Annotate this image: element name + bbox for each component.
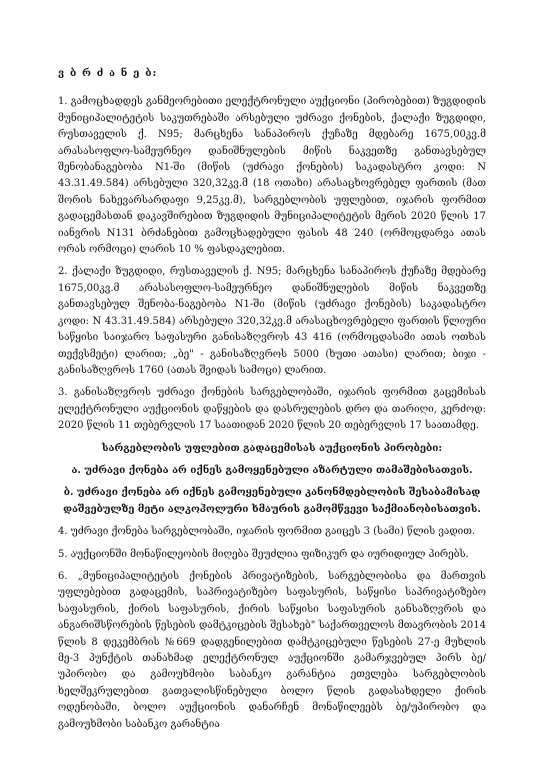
conditions-title: სარგებლობის უფლებით გადაცემისას აუქციონის პირობები: (101, 442, 443, 454)
condition-b-line-1: ბ. უძრავი ქონება არ იქნეს გამოყენებული კანონმდებლობის შესაბამისად (63, 487, 481, 499)
paragraph-1: 1. გამოცხადდეს განმეორებითი ელექტრონული აუქციონი (პირობებით) ზუგდიდის მუნიციპალიტეტის საკუთრებაში არსებული უძრავი ქონების, ქალაქი ზუგდიდი, რუსთაველის ქ. N95; მარცხენა სანაპიროს ქუჩაზე მდებარე 1675,00კვ.მ არასასოფლო-სამეურნეო დანიშნულების მიწის ნაკვეთზე განთავსებულ შენობანაგებობა N1-ში (მიწის (უძრავი ქონების) საკადასტრო კოდი: N 43.31.49.584) არსებული 320,32კვ.მ (18 ოთახი) არასაცხოვრებელ ფართის (მათ შორის ნახევარსარდაფი 9,25კვ.მ), სარგებლობის უფლებით, იჯარის ფორმით გადაცემასთან დაკავშირებით ზუგდიდის მუნიციპალიტეტის მერის 2020 წლის 17 იანვრის N131 ბრძანებით გამოცხადებული ფასის 48 240 (ორმოცდარვა ათას ორას ორმოცი) ლარის 10 % ფასდაკლებით. (58, 96, 486, 256)
condition-b-line-2: დაშვებულზე მეტი ალკოჰოლური ხმაურის გამომწვევი საქმიანობისათვის. (63, 503, 481, 515)
paragraph-2: 2. ქალაქი ზუგდიდი, რუსთაველის ქ. N95; მარცხენა სანაპიროს ქუჩაზე მდებარე 1675,00კვ.მ არასასოფლო-სამეურნეო დანიშნულების მიწის ნაკვეთზე განთავსებულ შენობა-ნაგებობა N1-ში (მიწის (უძრავი ქონების) საკადასტრო კოდი: N 43.31.49.584) არსებული 320,32კვ.მ არასაცხოვრებელი ფართის წლიური საწყისი საიჯარო საფასური განისაზღვროს 43 416 (ორმოცდასამი ათას ოთხას თექვსმეტი) ლარით; „ბე" - განისაზღვროს 5000 (ხუთი ათასი) ლარით; ბიჯი - განისაზღვროს 1760 (ათას შვიდას სამოცი) ლარით. (58, 266, 486, 376)
paragraph-5: 5. აუქციონში მონაწილეობის მიღება შეუძლია ფიზიკურ და იურიდიულ პირებს. (58, 548, 469, 560)
paragraph-3: 3. განისაზღვროს უძრავი ქონების სარგებლობაში, იჯარის ფორმით გაცემისას ელექტრონული აუქციონის დაწყების და დასრულების დრო და თარიღი, კერძოდ: 2020 წლის 11 თებერვლის 17 საათიდან 2020 წლის 20 თებერვლის 17 საათამდე. (58, 387, 486, 432)
condition-a: ა. უძრავი ქონება არ იქნეს გამოყენებული აზარტული თამაშებისათვის. (71, 464, 473, 476)
order-heading: ვ ბ რ ძ ა ნ ე ბ: (58, 68, 158, 79)
paragraph-4: 4. უძრავი ქონება სარგებლობაში, იჯარის ფორმით გაიცეს 3 (სამი) წლის ვადით. (58, 526, 476, 538)
paragraph-6: 6. „მუნიციპალიტეტის ქონების პრივატიზების, სარგებლობისა და მართვის უფლებებით გადაცემის, საპრივატიზებო საფასურის, საწყისი საპრივატიზებო საფასურის, ქირის საფასურის, ქირის საწყისი საფასურის განსაზღვრის და ანგარიშსწორების წესების დამტკიცების შესახებ" საქართველოს მთავრობის 2014 წლის 8 დეკემბრის №669 დადგენილებით დამტკიცებული წესების 27-ე მუხლის მე-3 პუნქტის თანახმად ელექტრონულ აუქციონში გამარჯვებულ პირს ბე/უპირობო და გამოუხმობი საბანკო გარანტია ეთვლება სარგებლობის ხელშეკრულებით გათვალისწინებული ბოლო წლის გადასახდელი ქირის ოდენობაში, ბოლო აუქციონის დანარჩენ მონაწილეებს ბე/უპირობო და გამოუხმობი საბანკო გარანტია (58, 570, 486, 730)
